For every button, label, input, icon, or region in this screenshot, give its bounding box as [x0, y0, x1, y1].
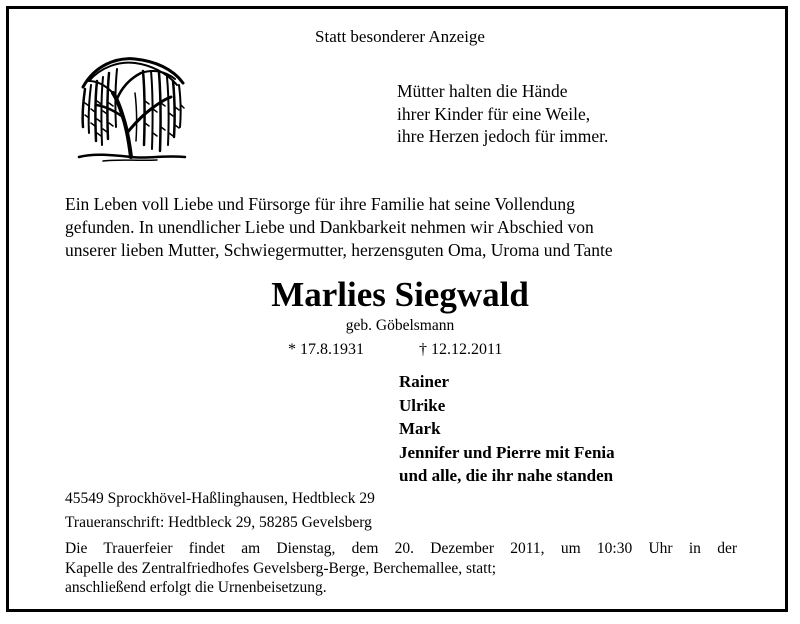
intro-line: Ein Leben voll Liebe und Fürsorge für ihre Familie hat seine Vollendung — [65, 194, 575, 214]
deceased-name: Marlies Siegwald — [271, 275, 529, 314]
verse-line: Mütter halten die Hände — [397, 81, 568, 101]
weeping-willow-icon — [73, 53, 193, 167]
residence-address: 45549 Sprockhövel-Haßlinghausen, Hedtbleck 29 — [65, 490, 375, 507]
verse — [397, 80, 608, 148]
verse-line: ihre Herzen jedoch für immer. — [397, 126, 609, 146]
mourner: Jennifer und Pierre mit Fenia — [399, 442, 615, 462]
intro-text — [65, 193, 613, 262]
birth-name: geb. Göbelsmann — [345, 317, 455, 334]
service-line: Kapelle des Zentralfriedhofes Gevelsberg-Berge, Berchemallee, statt; — [65, 559, 497, 577]
intro-line: gefunden. In unendlicher Liebe und Dankbarkeit nehmen wir Abschied von — [65, 217, 594, 237]
verse-line: ihrer Kinder für eine Weile, — [397, 103, 591, 124]
header-text: Statt besonderer Anzeige — [315, 27, 485, 46]
intro-line: unserer lieben Mutter, Schwiegermutter, herzensguten Oma, Uroma und Tante — [65, 240, 613, 260]
death-date: † 12.12.2011 — [419, 341, 503, 358]
mourner: und alle, die ihr nahe standen — [399, 466, 614, 485]
service-info — [65, 539, 737, 598]
mourners-list — [399, 370, 615, 488]
mourner: Rainer — [399, 372, 450, 391]
service-line: Die Trauerfeier findet am Dienstag, dem 20. Dezember 2011, um 10:30 Uhr in der — [65, 540, 737, 557]
mailing-address: Traueranschrift: Hedtbleck 29, 58285 Gevelsberg — [65, 514, 372, 531]
mourner: Mark — [399, 419, 441, 438]
mourner: Ulrike — [399, 395, 446, 415]
obituary-notice — [6, 6, 788, 612]
birth-date: * 17.8.1931 — [288, 341, 364, 358]
service-line: anschließend erfolgt die Urnenbeisetzung. — [65, 579, 327, 596]
